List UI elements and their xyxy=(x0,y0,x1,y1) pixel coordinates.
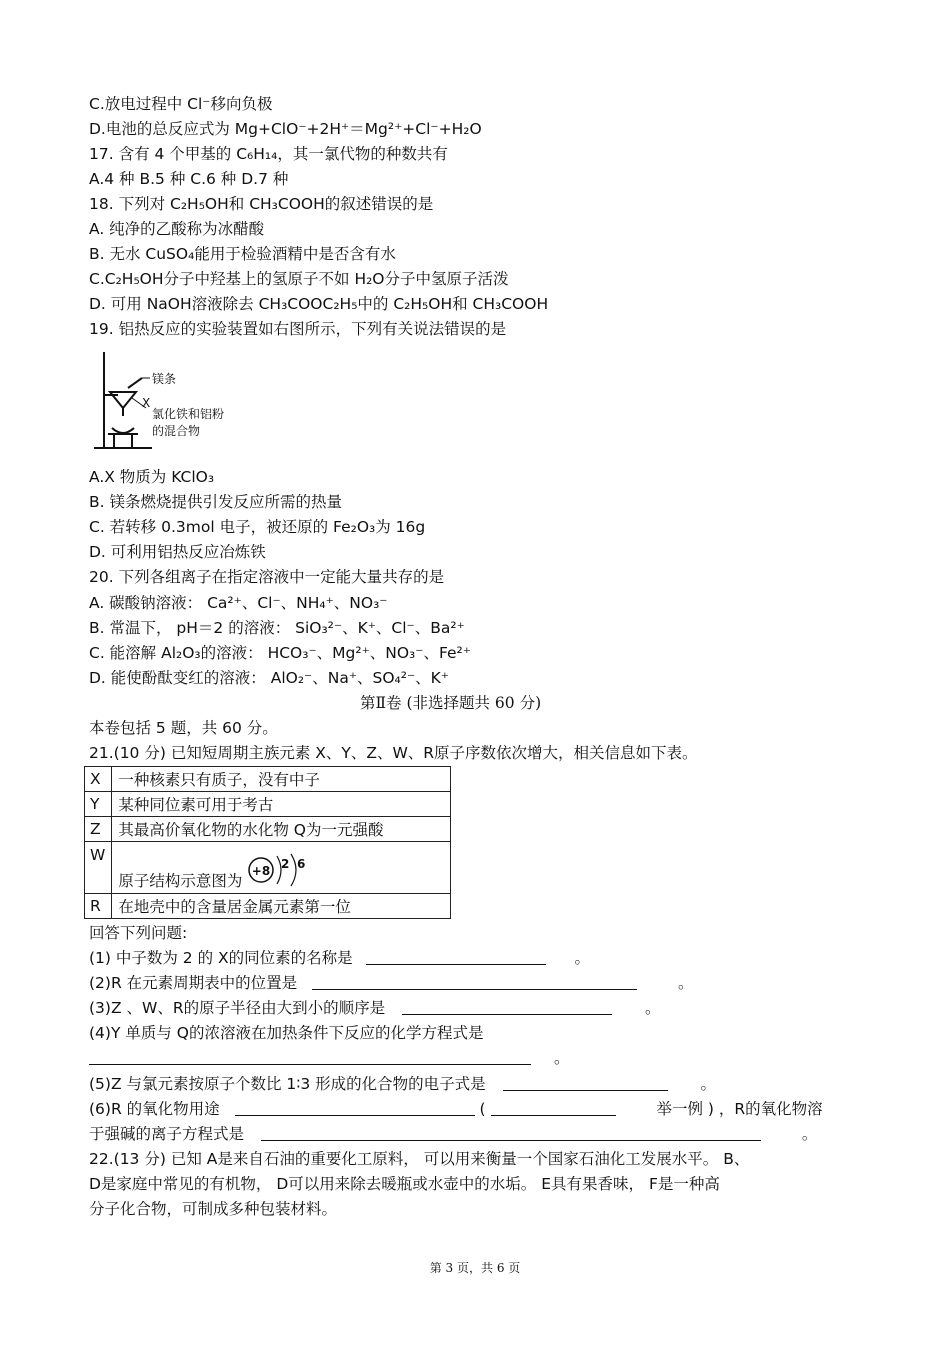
element-info-table xyxy=(84,766,451,919)
answer-blank-2[interactable] xyxy=(312,973,637,990)
table-key: X xyxy=(85,767,112,792)
answer-blank-6a[interactable] xyxy=(235,1099,475,1116)
answer-blank-4[interactable] xyxy=(89,1048,531,1065)
answer-blank-1[interactable] xyxy=(366,948,546,965)
table-key: W xyxy=(85,842,112,894)
answer-blank-3[interactable] xyxy=(402,998,612,1015)
table-text: 一种核素只有质子，没有中子 xyxy=(112,767,451,792)
part-2-note: 本卷包括 5 题，共 60 分。 xyxy=(89,719,278,737)
question-20-b: B. 常温下， pH＝2 的溶液： SiO₃²⁻、K⁺、Cl⁻、Ba²⁺ xyxy=(89,619,465,637)
table-text: 在地壳中的含量居金属元素第一位 xyxy=(112,894,451,919)
question-20-c: C. 能溶解 Al₂O₃的溶液： HCO₃⁻、Mg²⁺、NO₃⁻、Fe²⁺ xyxy=(89,644,471,662)
question-22-line-2: D是家庭中常见的有机物， D可以用来除去暖瓶或水壶中的水垢。 E具有果香味， F是一种高 xyxy=(89,1175,720,1193)
atom-nucleus-charge: +8 xyxy=(252,864,271,878)
period: 。 xyxy=(553,1049,570,1067)
part-2-title: 第Ⅱ卷 (非选择题共 60 分) xyxy=(360,694,542,712)
question-18: 18. 下列对 C₂H₅OH和 CH₃COOH的叙述错误的是 xyxy=(89,195,434,213)
question-19-d: D. 可利用铝热反应冶炼铁 xyxy=(89,543,266,561)
question-20: 20. 下列各组离子在指定溶液中一定能大量共存的是 xyxy=(89,568,445,586)
question-19-a: A.X 物质为 KClO₃ xyxy=(89,468,215,486)
sub-question-3-text: (3)Z 、W、R的原子半径由大到小的顺序是 xyxy=(89,999,386,1017)
oxygen-atom-structure-diagram xyxy=(247,850,327,890)
sub-question-6-continued xyxy=(89,1122,817,1146)
question-19: 19. 铝热反应的实验装置如右图所示，下列有关说法错误的是 xyxy=(89,320,507,338)
option-c-cl-line: C.放电过程中 Cl⁻移向负极 xyxy=(89,95,273,113)
sub-question-4: (4)Y 单质与 Q的浓溶液在加热条件下反应的化学方程式是 xyxy=(89,1024,484,1042)
sub-question-5 xyxy=(89,1072,716,1096)
sub-question-6-text: (6)R 的氧化物用途 xyxy=(89,1100,220,1118)
sub-question-1 xyxy=(89,946,590,970)
thermite-apparatus-figure xyxy=(92,348,262,456)
question-17: 17. 含有 4 个甲基的 C₆H₁₄，其一氯代物的种数共有 xyxy=(89,145,448,163)
question-19-c: C. 若转移 0.3mol 电子，被还原的 Fe₂O₃为 16g xyxy=(89,518,426,536)
table-text-with-diagram xyxy=(112,842,451,894)
table-row xyxy=(85,767,451,792)
figure-label-x: X xyxy=(142,396,151,410)
question-18-b: B. 无水 CuSO₄能用于检验酒精中是否含有水 xyxy=(89,245,396,263)
sub-question-2-text: (2)R 在元素周期表中的位置是 xyxy=(89,974,298,992)
figure-label-mix-2: 的混合物 xyxy=(152,424,201,438)
sub-question-6-text-b: 举一例 ) ，R的氧化物溶 xyxy=(656,1100,823,1118)
period: 。 xyxy=(700,1075,717,1093)
figure-label-mg: 镁条 xyxy=(152,372,177,386)
table-text: 原子结构示意图为 xyxy=(118,872,243,890)
table-key: R xyxy=(85,894,112,919)
table-key: Y xyxy=(85,792,112,817)
answer-blank-6b[interactable] xyxy=(491,1099,616,1116)
sub-question-1-text: (1) 中子数为 2 的 X的同位素的名称是 xyxy=(89,949,353,967)
table-row xyxy=(85,817,451,842)
sub-question-6 xyxy=(89,1097,823,1121)
answer-intro: 回答下列问题: xyxy=(89,924,188,942)
paren-open: ( xyxy=(479,1100,486,1118)
table-row xyxy=(85,792,451,817)
page-footer: 第 3 页，共 6 页 xyxy=(429,1261,521,1275)
period: 。 xyxy=(801,1125,818,1143)
table-row xyxy=(85,842,451,894)
sub-question-5-text: (5)Z 与氯元素按原子个数比 1∶3 形成的化合物的电子式是 xyxy=(89,1075,486,1093)
question-20-a: A. 碳酸钠溶液： Ca²⁺、Cl⁻、NH₄⁺、NO₃⁻ xyxy=(89,594,388,612)
sub-question-4-answer xyxy=(89,1046,569,1070)
sub-question-2 xyxy=(89,971,694,995)
question-18-a: A. 纯净的乙酸称为冰醋酸 xyxy=(89,220,265,238)
period: 。 xyxy=(678,974,694,992)
question-18-d: D. 可用 NaOH溶液除去 CH₃COOC₂H₅中的 C₂H₅OH和 CH₃COOH xyxy=(89,295,549,313)
question-22-line-1: 22.(13 分) 已知 A是来自石油的重要化工原料， 可以用来衡量一个国家石油化工发展水平。 B、 xyxy=(89,1150,750,1168)
question-17-options: A.4 种 B.5 种 C.6 种 D.7 种 xyxy=(89,170,289,188)
atom-shell-1: 2 xyxy=(281,857,290,871)
table-text: 某种同位素可用于考古 xyxy=(112,792,451,817)
atom-shell-2: 6 xyxy=(297,857,306,871)
question-20-d: D. 能使酚酞变红的溶液： AlO₂⁻、Na⁺、SO₄²⁻、K⁺ xyxy=(89,669,449,687)
table-row xyxy=(85,894,451,919)
table-key: Z xyxy=(85,817,112,842)
question-18-c: C.C₂H₅OH分子中羟基上的氢原子不如 H₂O分子中氢原子活泼 xyxy=(89,270,509,288)
question-22-line-3: 分子化合物，可制成多种包装材料。 xyxy=(89,1200,338,1218)
period: 。 xyxy=(574,949,591,967)
period: 。 xyxy=(644,999,661,1017)
answer-blank-5[interactable] xyxy=(503,1074,668,1091)
sub-question-3 xyxy=(89,996,661,1020)
option-d-battery-line: D.电池的总反应式为 Mg+ClO⁻+2H⁺＝Mg²⁺+Cl⁻+H₂O xyxy=(89,120,482,138)
sub-question-6-text-c: 于强碱的离子方程式是 xyxy=(89,1125,245,1143)
question-19-b: B. 镁条燃烧提供引发反应所需的热量 xyxy=(89,493,342,511)
answer-blank-6c[interactable] xyxy=(261,1124,761,1141)
question-21: 21.(10 分) 已知短周期主族元素 X、Y、Z、W、R原子序数依次增大，相关信息如下表。 xyxy=(89,744,698,762)
table-text: 其最高价氧化物的水化物 Q为一元强酸 xyxy=(112,817,451,842)
figure-label-mix-1: 氯化铁和铝粉 xyxy=(152,407,225,421)
